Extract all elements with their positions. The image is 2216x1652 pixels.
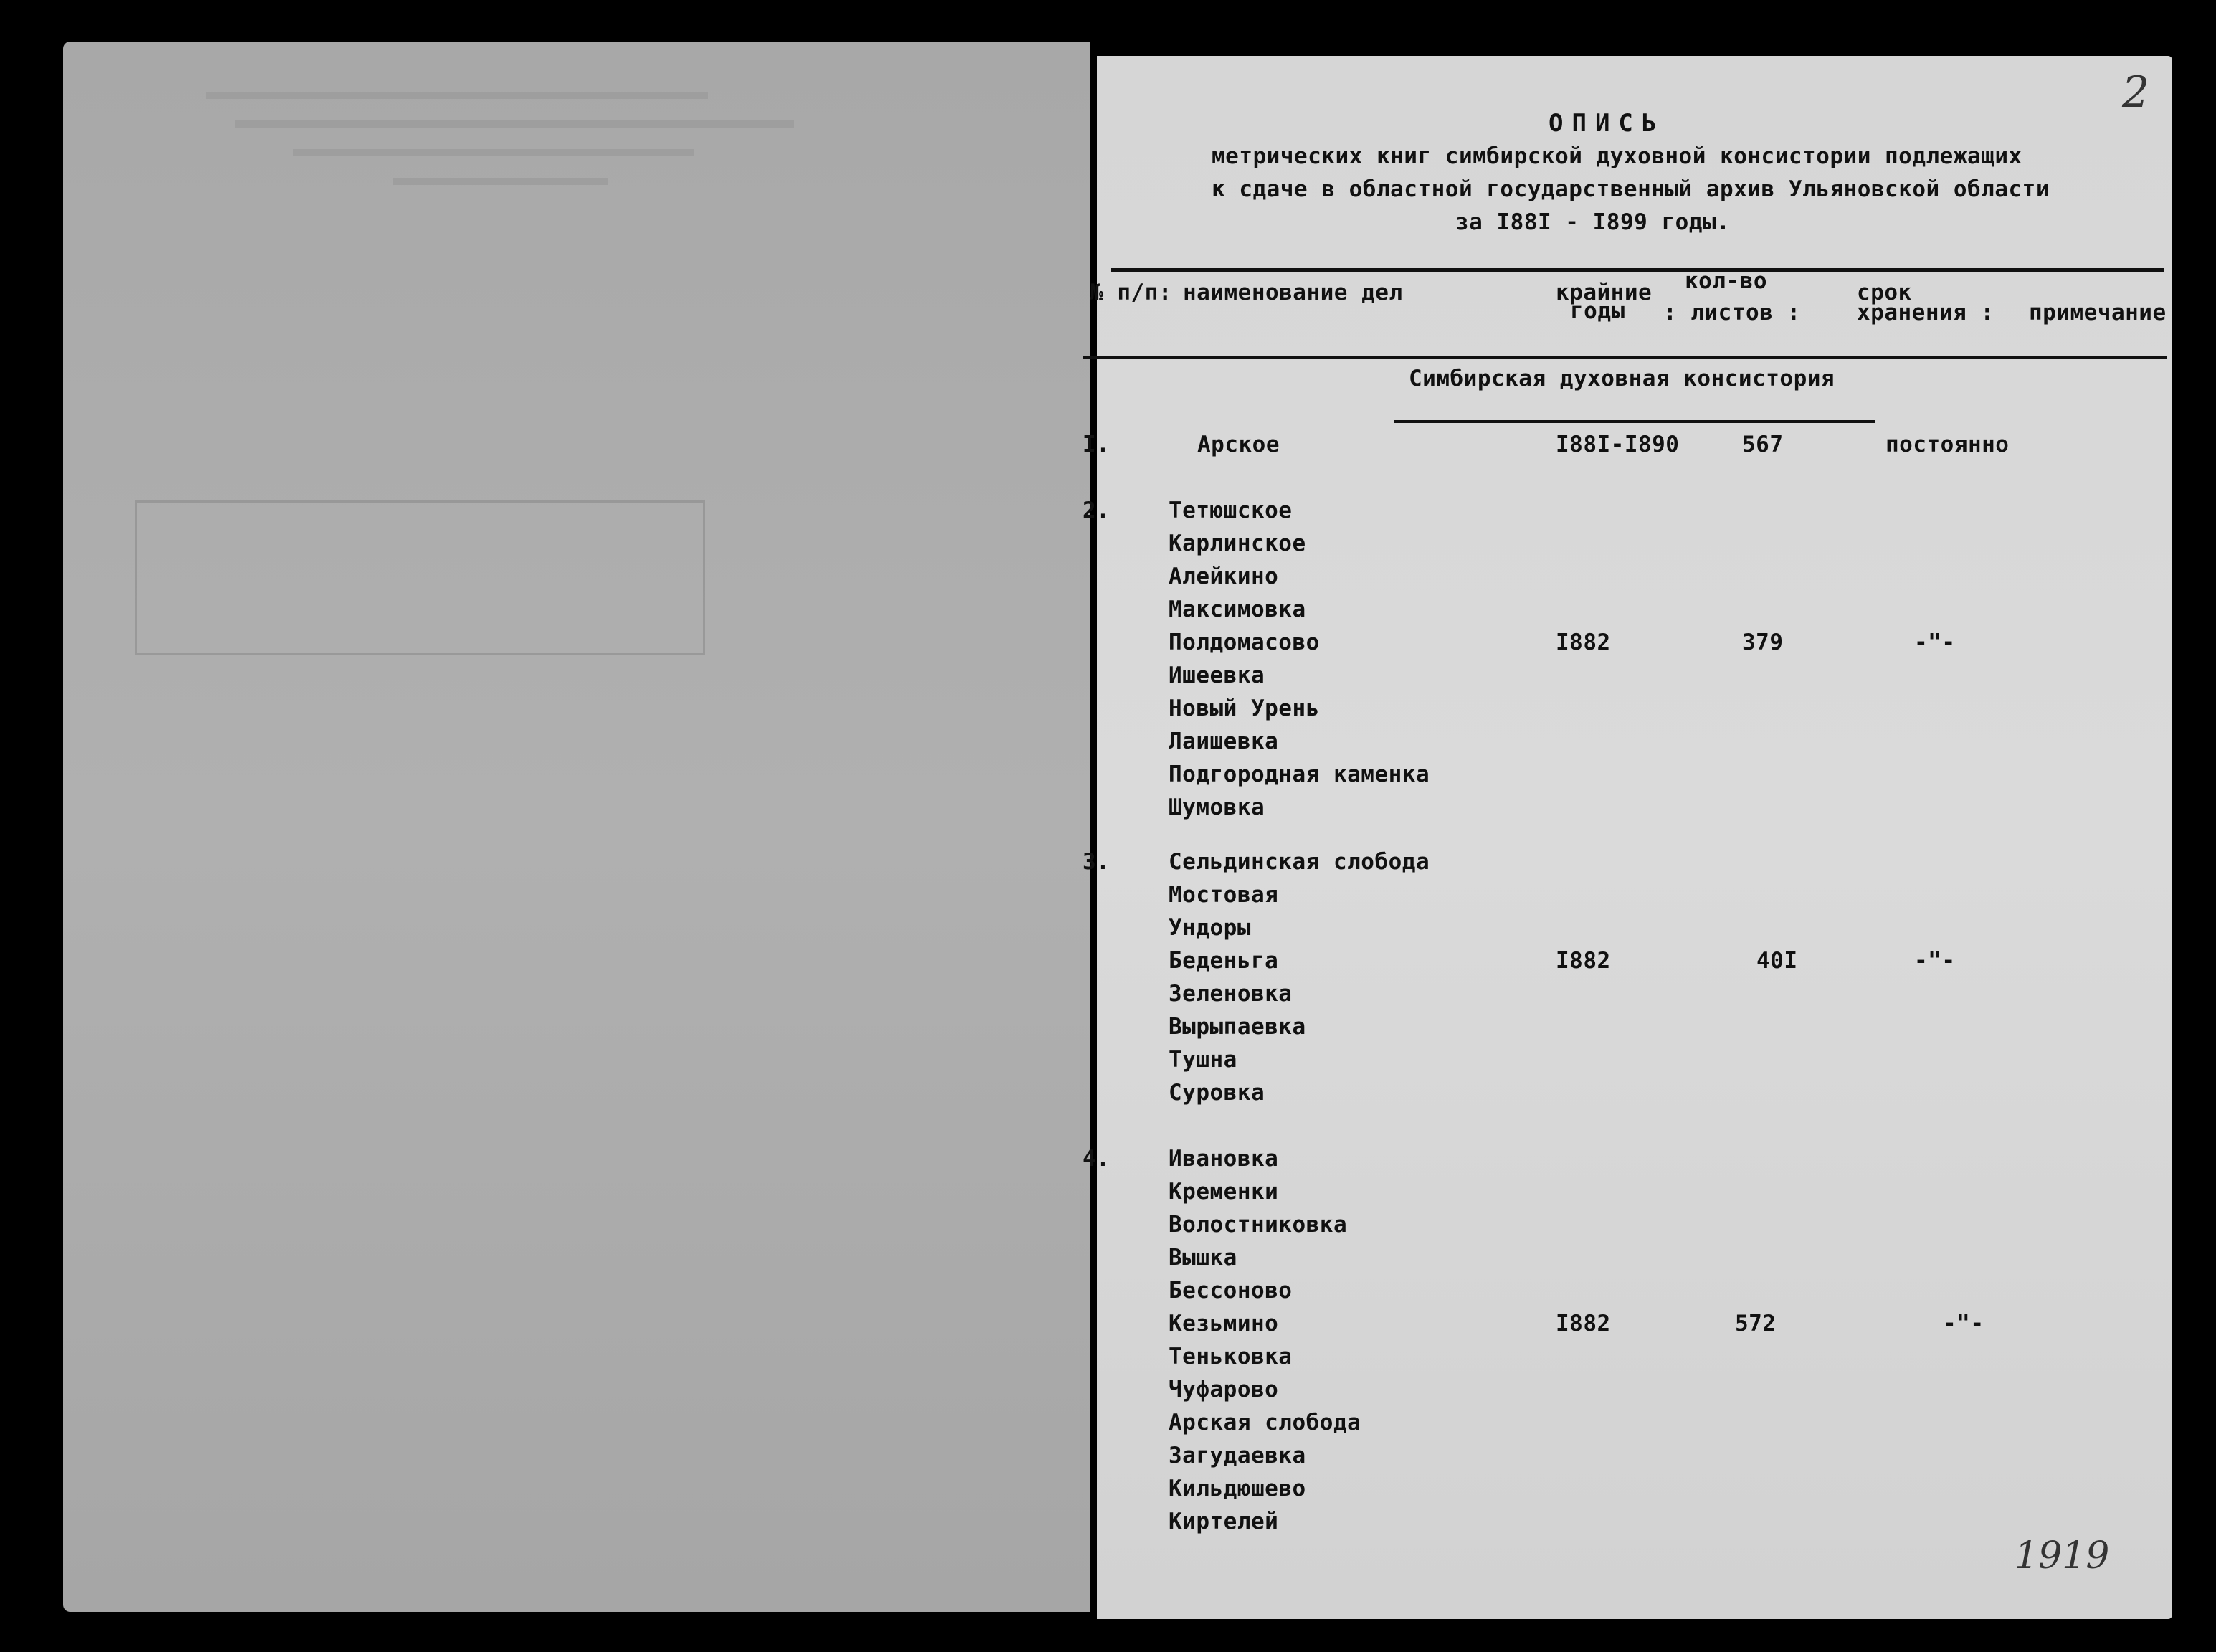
- page-number-handwritten: 2: [2122, 67, 2150, 118]
- entry-4-name-8: Чуфарово: [1169, 1377, 1279, 1402]
- header-rule-bottom: [1083, 356, 2167, 359]
- bleed-through-line: [206, 92, 708, 99]
- section-title: Симбирская духовная консистория: [1409, 366, 1835, 391]
- entry-4-name-11: Кильдюшево: [1169, 1476, 1306, 1501]
- entry-2-name-1: Тетюшское: [1169, 498, 1293, 523]
- entry-3-name-4: Беденьга: [1169, 948, 1279, 974]
- subtitle-line-3: за I88I - I899 годы.: [1455, 209, 1731, 235]
- entry-3-term: -"-: [1914, 948, 1956, 974]
- entry-4-sheets: 572: [1735, 1311, 1777, 1337]
- entry-4-name-7: Теньковка: [1169, 1344, 1293, 1369]
- entry-3-name-6: Вырыпаевка: [1169, 1014, 1306, 1040]
- bleed-through-stamp: [135, 500, 705, 655]
- entry-3-sheets: 40I: [1756, 948, 1798, 974]
- section-underline: [1394, 420, 1875, 423]
- entry-4-years: I882: [1556, 1311, 1611, 1337]
- col-header-years-2: годы: [1570, 298, 1625, 324]
- entry-1-number: I.: [1083, 432, 1111, 457]
- entry-2-name-7: Новый Урень: [1169, 696, 1320, 721]
- entry-3-name-8: Суровка: [1169, 1080, 1265, 1106]
- subtitle-line-2: к сдаче в областной государственный архив Ульяновской области: [1212, 176, 2050, 202]
- archive-number-handwritten: 1919: [2015, 1534, 2110, 1577]
- col-header-term-2: хранения :: [1857, 300, 1994, 326]
- entry-2-name-2: Карлинское: [1169, 531, 1306, 556]
- bleed-through-line: [235, 120, 794, 128]
- bleed-through-line: [393, 178, 608, 185]
- header-rule-top: [1111, 268, 2164, 272]
- col-header-sheets-2: : листов :: [1663, 300, 1801, 326]
- entry-4-name-4: Вышка: [1169, 1245, 1237, 1271]
- entry-3-years: I882: [1556, 948, 1611, 974]
- col-header-sheets-1: кол-во: [1685, 268, 1767, 294]
- entry-4-name-1: Ивановка: [1169, 1146, 1279, 1172]
- entry-4-name-10: Загудаевка: [1169, 1443, 1306, 1468]
- entry-4-name-12: Киртелей: [1169, 1509, 1279, 1534]
- entry-2-name-9: Подгородная каменка: [1169, 761, 1430, 787]
- entry-1-sheets: 567: [1742, 432, 1784, 457]
- entry-2-name-6: Ишеевка: [1169, 663, 1265, 688]
- entry-2-term: -"-: [1914, 630, 1956, 655]
- entry-2-number: 2.: [1083, 498, 1111, 523]
- col-header-note: примечание: [2029, 300, 2167, 326]
- entry-3-name-5: Зеленовка: [1169, 981, 1293, 1007]
- entry-2-sheets: 379: [1742, 630, 1784, 655]
- entry-1-years: I88I-I890: [1556, 432, 1680, 457]
- entry-2-name-10: Шумовка: [1169, 794, 1265, 820]
- subtitle-line-1: метрических книг симбирской духовной консистории подлежащих: [1212, 143, 2022, 169]
- document-title: ОПИСЬ: [1549, 109, 1665, 138]
- entry-4-name-3: Волостниковка: [1169, 1212, 1348, 1238]
- col-header-term-1: срок: [1857, 280, 1912, 305]
- entry-2-name-4: Максимовка: [1169, 597, 1306, 622]
- entry-2-name-8: Лаишевка: [1169, 728, 1279, 754]
- entry-1-name-1: Арское: [1197, 432, 1280, 457]
- entry-2-years: I882: [1556, 630, 1611, 655]
- entry-3-name-2: Мостовая: [1169, 882, 1279, 908]
- col-header-num: № п/п:: [1090, 280, 1172, 305]
- entry-1-term: постоянно: [1885, 432, 2010, 457]
- entry-4-term: -"-: [1943, 1311, 1984, 1337]
- entry-3-name-3: Ундоры: [1169, 915, 1251, 941]
- entry-3-name-1: Сельдинская слобода: [1169, 849, 1430, 875]
- entry-4-name-2: Кременки: [1169, 1179, 1279, 1205]
- document-page: [1083, 56, 2172, 1619]
- entry-4-name-6: Кезьмино: [1169, 1311, 1279, 1337]
- left-page-blank: [63, 42, 1090, 1612]
- col-header-years-1: крайние: [1556, 280, 1653, 305]
- col-header-name: наименование дел: [1183, 280, 1403, 305]
- entry-4-number: 4.: [1083, 1146, 1111, 1172]
- entry-3-number: 3.: [1083, 849, 1111, 875]
- bleed-through-line: [293, 149, 694, 156]
- entry-4-name-9: Арская слобода: [1169, 1410, 1361, 1435]
- entry-4-name-5: Бессоново: [1169, 1278, 1293, 1304]
- entry-2-name-5: Полдомасово: [1169, 630, 1320, 655]
- entry-2-name-3: Алейкино: [1169, 564, 1279, 589]
- entry-3-name-7: Тушна: [1169, 1047, 1237, 1073]
